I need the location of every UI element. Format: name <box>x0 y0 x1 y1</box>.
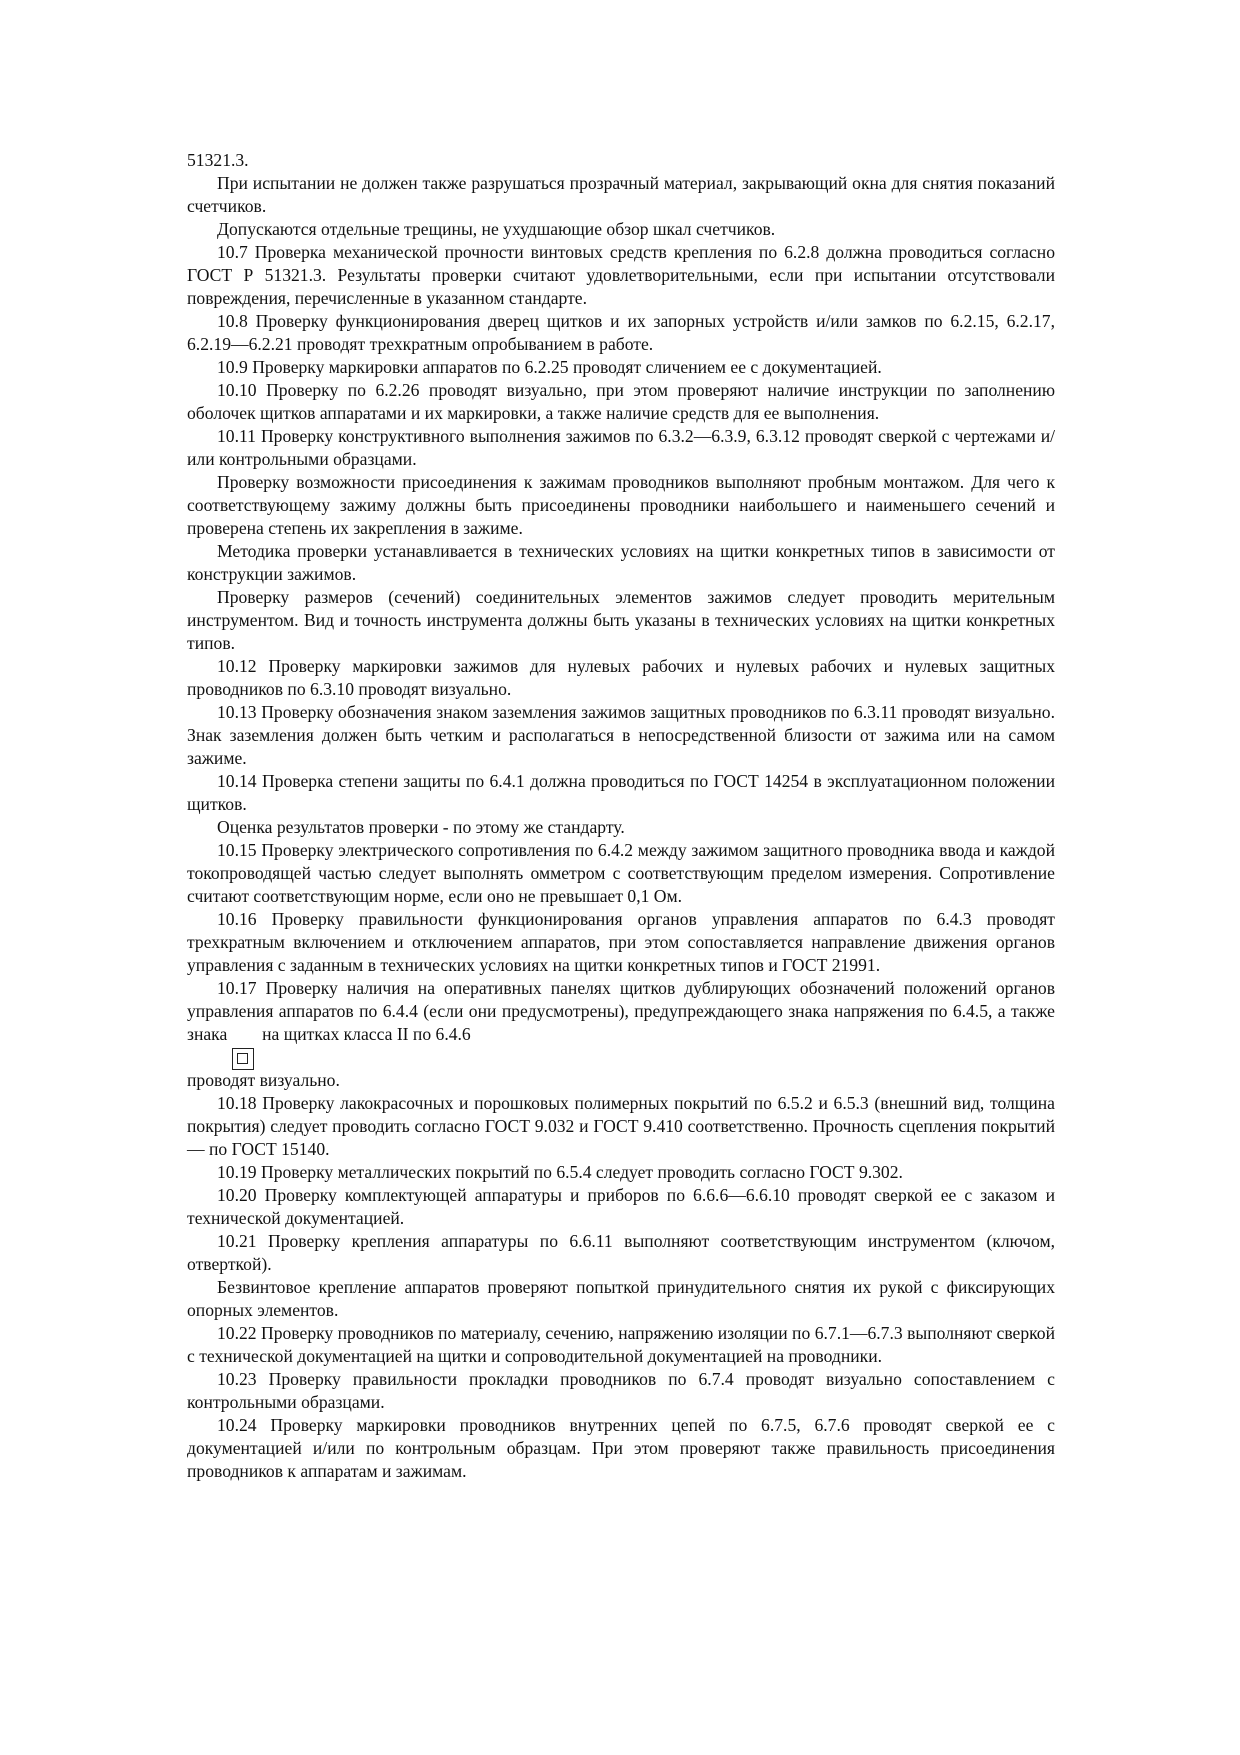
paragraph-after-4: Безвинтовое крепление аппаратов проверяют попыткой принудительного снятия их рукой с фиксирующих опорных элементов. <box>187 1277 1055 1320</box>
paragraph-10-17-tail: проводят визуально. <box>187 1070 340 1090</box>
paragraph-12: 10.13 Проверку обозначения знаком заземления зажимов защитных проводников по 6.3.11 проводят визуально. Знак заземления должен быть четким и располагаться в непосредственной близости от зажима или на самом зажиме. <box>187 702 1055 768</box>
paragraph-2: Допускаются отдельные трещины, не ухудшающие обзор шкал счетчиков. <box>217 219 776 239</box>
paragraph-5: 10.9 Проверку маркировки аппаратов по 6.2.25 проводят сличением ее с документацией. <box>217 357 882 377</box>
paragraph-11: 10.12 Проверку маркировки зажимов для нулевых рабочих и нулевых рабочих и нулевых защитных проводников по 6.3.10 проводят визуально. <box>187 656 1055 699</box>
paragraph-1: При испытании не должен также разрушаться прозрачный материал, закрывающий окна для снятия показаний счетчиков. <box>187 173 1055 216</box>
paragraph-after-5: 10.22 Проверку проводников по материалу, сечению, напряжению изоляции по 6.7.1—6.7.3 выполняют сверкой с технической документацией на щитки и сопроводительной документацией на проводники. <box>187 1323 1055 1366</box>
paragraph-4: 10.8 Проверку функционирования дверец щитков и их запорных устройств и/или замков по 6.2.15, 6.2.17, 6.2.19—6.2.21 проводят трехкратным опробыванием в работе. <box>187 311 1055 354</box>
document-page <box>187 149 1055 1483</box>
paragraph-10-17-text-after: на щитках класса II по 6.4.6 <box>262 1024 471 1044</box>
paragraph-8: Проверку возможности присоединения к зажимам проводников выполняют пробным монтажом. Для чего к соответствующему зажиму должны быть присоединены проводники наибольшего и наименьшего сечений и проверена степень их закрепления в зажиме. <box>187 472 1055 538</box>
paragraph-after-7: 10.24 Проверку маркировки проводников внутренних цепей по 6.7.5, 6.7.6 проводят сверкой ее с документацией и/или по контрольным образцам. При этом проверяют также правильность присоединения проводников к аппаратам и зажимам. <box>187 1415 1055 1481</box>
paragraph-3: 10.7 Проверка механической прочности винтовых средств крепления по 6.2.8 должна проводиться согласно ГОСТ Р 51321.3. Результаты проверки считают удовлетворительными, если при испытании отсутствовали повреждения, перечисленные в указанном стандарте. <box>187 242 1055 308</box>
paragraph-after-3: 10.21 Проверку крепления аппаратуры по 6.6.11 выполняют соответствующим инструментом (ключом, отверткой). <box>187 1231 1055 1274</box>
paragraph-14: Оценка результатов проверки - по этому же стандарту. <box>217 817 625 837</box>
paragraph-10-17 <box>187 977 1055 1046</box>
double-square-class-II-icon <box>232 1048 254 1070</box>
paragraph-list-top <box>187 149 1055 977</box>
paragraph-16: 10.16 Проверку правильности функционирования органов управления аппаратов по 6.4.3 проводят трехкратным включением и отключением аппаратов, при этом сопоставляется направление движения органов управления с заданным в технических условиях на щитки конкретных типов и ГОСТ 21991. <box>187 909 1055 975</box>
paragraph-9: Методика проверки устанавливается в технических условиях на щитки конкретных типов в зависимости от конструкции зажимов. <box>187 541 1055 584</box>
paragraph-after-1: 10.19 Проверку металлических покрытий по 6.5.4 следует проводить согласно ГОСТ 9.302. <box>217 1162 903 1182</box>
paragraph-0: 51321.3. <box>187 150 249 170</box>
paragraph-after-6: 10.23 Проверку правильности прокладки проводников по 6.7.4 проводят визуально сопоставлением с контрольными образцами. <box>187 1369 1055 1412</box>
symbol-spacer <box>187 1046 1055 1069</box>
paragraph-after-0: 10.18 Проверку лакокрасочных и порошковых полимерных покрытий по 6.5.2 и 6.5.3 (внешний вид, толщина покрытия) следует проводить согласно ГОСТ 9.032 и ГОСТ 9.410 соответственно. Прочность сцепления покрытий — по ГОСТ 15140. <box>187 1093 1055 1159</box>
paragraph-10: Проверку размеров (сечений) соединительных элементов зажимов следует проводить мерительным инструментом. Вид и точность инструмента должны быть указаны в технических условиях на щитки конкретных типов. <box>187 587 1055 653</box>
paragraph-7: 10.11 Проверку конструктивного выполнения зажимов по 6.3.2—6.3.9, 6.3.12 проводят сверкой с чертежами и/или контрольными образцами. <box>187 426 1055 469</box>
paragraph-15: 10.15 Проверку электрического сопротивления по 6.4.2 между зажимом защитного проводника ввода и каждой токопроводящей частью следует выполнять омметром с соответствующим пределом измерения. Сопротивление считают соответствующим норме, если оно не превышает 0,1 Ом. <box>187 840 1055 906</box>
paragraph-6: 10.10 Проверку по 6.2.26 проводят визуально, при этом проверяют наличие инструкции по заполнению оболочек щитков аппаратами и их маркировки, а также наличие средств для ее выполнения. <box>187 380 1055 423</box>
paragraph-13: 10.14 Проверка степени защиты по 6.4.1 должна проводиться по ГОСТ 14254 в эксплуатационном положении щитков. <box>187 771 1055 814</box>
paragraph-list-bottom <box>187 1092 1055 1483</box>
paragraph-10-17-text-before: 10.17 Проверку наличия на оперативных панелях щитков дублирующих обозначений положений органов управления аппаратов по 6.4.4 (если они предусмотрены), предупреждающего знака напряжения по 6.4.5, а также знака <box>187 978 1055 1044</box>
paragraph-after-2: 10.20 Проверку комплектующей аппаратуры и приборов по 6.6.6—6.6.10 проводят сверкой ее с заказом и технической документацией. <box>187 1185 1055 1228</box>
